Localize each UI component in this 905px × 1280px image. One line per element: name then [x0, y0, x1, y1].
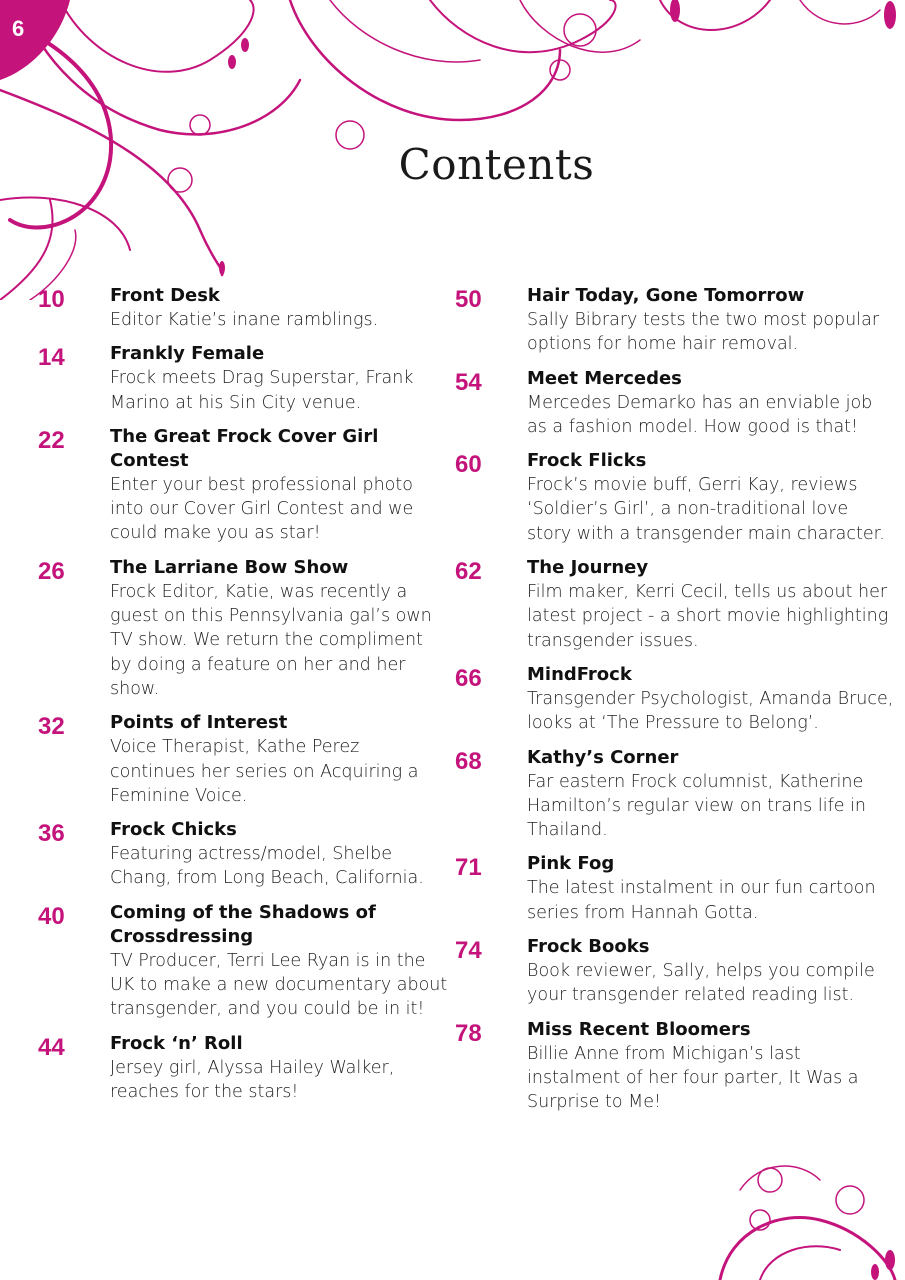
entry-page-number: 40 — [38, 902, 65, 930]
entry-description: Enter your best professional photo into our Cover Girl Contest and we could make you as star! — [110, 474, 414, 544]
entry-body — [110, 556, 448, 701]
contents-entry[interactable] — [38, 1032, 448, 1105]
entry-page-number: 62 — [455, 558, 482, 586]
entry-page-number: 71 — [455, 854, 482, 882]
floral-corner-decoration — [700, 1150, 905, 1280]
entry-body — [527, 367, 895, 440]
entry-heading: Frock ‘n’ Roll — [110, 1032, 243, 1054]
contents-entry[interactable] — [38, 284, 448, 332]
entry-page-number: 32 — [38, 713, 65, 741]
entry-page-number: 78 — [455, 1019, 482, 1047]
entry-page-number: 22 — [38, 426, 65, 454]
entry-page-number: 26 — [38, 557, 65, 585]
entry-page-number: 44 — [38, 1033, 65, 1061]
entry-heading: Miss Recent Bloomers — [527, 1018, 751, 1040]
entry-description: TV Producer, Terri Lee Ryan is in the UK to make a new documentary about transgender, and you could be in it! — [110, 950, 448, 1020]
entry-description: Frock’s movie buff, Gerri Kay, reviews ‘Soldier’s Girl’, a non-traditional love story with a transgender main character. — [527, 475, 885, 544]
entry-body — [110, 425, 448, 546]
entry-heading: Pink Fog — [527, 853, 615, 875]
entry-page-number: 36 — [38, 820, 65, 848]
entry-description: Transgender Psychologist, Amanda Bruce, looks at ‘The Pressure to Belong’. — [527, 688, 894, 734]
entry-description: Voice Therapist, Kathe Perez continues her series on Acquiring a Feminine Voice. — [110, 737, 419, 806]
entry-description: Book reviewer, Sally, helps you compile your transgender related reading list. — [527, 961, 875, 1006]
entry-description: The latest instalment in our fun cartoon series from Hannah Gotta. — [527, 878, 876, 923]
entry-description: Editor Katie’s inane ramblings. — [110, 310, 379, 330]
entry-page-number: 10 — [38, 286, 65, 313]
contents-left-column — [38, 284, 448, 1104]
entry-heading: Frock Flicks — [527, 450, 647, 472]
entry-heading: Frankly Female — [110, 343, 265, 365]
entry-body — [110, 1032, 448, 1105]
entry-body — [110, 711, 448, 808]
entry-heading: The Larriane Bow Show — [110, 556, 349, 578]
entry-heading: Hair Today, Gone Tomorrow — [527, 285, 805, 306]
entry-body — [527, 663, 895, 736]
entry-body — [527, 1018, 895, 1115]
entry-page-number: 68 — [455, 747, 482, 775]
contents-entry[interactable] — [38, 425, 448, 546]
entry-heading: Meet Mercedes — [527, 367, 682, 389]
contents-entry[interactable] — [38, 901, 448, 1022]
contents-entry[interactable] — [455, 663, 895, 736]
entry-page-number: 66 — [455, 664, 482, 692]
entry-description: Featuring actress/model, Shelbe Chang, from Long Beach, California. — [110, 844, 424, 889]
entry-body — [527, 284, 895, 357]
contents-entry[interactable] — [38, 556, 448, 701]
entry-body — [110, 901, 448, 1022]
contents-entry[interactable] — [38, 818, 448, 891]
entry-heading: Points of Interest — [110, 712, 288, 734]
entry-description: Billie Anne from Michigan’s last instalment of her four parter, It Was a Surprise to Me! — [527, 1043, 859, 1113]
entry-body — [527, 935, 895, 1008]
entry-page-number: 14 — [38, 344, 65, 372]
entry-body — [527, 556, 895, 653]
entry-heading: The Journey — [527, 557, 649, 579]
entry-body — [110, 342, 448, 415]
entry-description: Film maker, Kerri Cecil, tells us about her latest project - a short movie highlighting transgender issues. — [527, 582, 889, 651]
entry-page-number: 60 — [455, 451, 482, 479]
entry-description: Far eastern Frock columnist, Katherine Hamilton’s regular view on trans life in Thailand. — [527, 771, 867, 841]
entry-heading: Frock Chicks — [110, 819, 237, 841]
contents-entry[interactable] — [455, 852, 895, 925]
entry-page-number: 54 — [455, 368, 482, 396]
entry-page-number: 50 — [455, 286, 482, 313]
entry-heading: Front Desk — [110, 285, 220, 306]
entry-heading: The Great Frock Cover Girl Contest — [110, 425, 379, 471]
entry-heading: Coming of the Shadows of Crossdressing — [110, 901, 376, 947]
page-number: 6 — [12, 16, 25, 41]
contents-entry[interactable] — [455, 556, 895, 653]
entry-description: Frock meets Drag Superstar, Frank Marino at his Sin City venue. — [110, 368, 414, 413]
entry-heading: Frock Books — [527, 936, 650, 958]
contents-entry[interactable] — [455, 284, 895, 357]
contents-entry[interactable] — [455, 367, 895, 440]
entry-description: Sally Bibrary tests the two most popular options for home hair removal. — [527, 310, 880, 355]
entry-heading: Kathy’s Corner — [527, 746, 679, 768]
contents-entry[interactable] — [455, 746, 895, 843]
page-title: Contents — [398, 140, 595, 189]
entry-description: Frock Editor, Katie, was recently a guest on this Pennsylvania gal’s own TV show. We return the compliment by doing a feature on her and her show. — [110, 581, 432, 699]
contents-entry[interactable] — [455, 1018, 895, 1115]
entry-page-number: 74 — [455, 937, 482, 965]
entry-body — [527, 449, 895, 546]
contents-right-column — [455, 284, 895, 1115]
entry-body — [110, 284, 448, 332]
entry-body — [110, 818, 448, 891]
contents-entry[interactable] — [455, 935, 895, 1008]
entry-body — [527, 746, 895, 843]
entry-description: Mercedes Demarko has an enviable job as a fashion model. How good is that! — [527, 392, 873, 437]
entry-description: Jersey girl, Alyssa Hailey Walker, reaches for the stars! — [110, 1057, 395, 1102]
entry-heading: MindFrock — [527, 663, 632, 685]
contents-entry[interactable] — [455, 449, 895, 546]
entry-body — [527, 852, 895, 925]
contents-entry[interactable] — [38, 342, 448, 415]
contents-entry[interactable] — [38, 711, 448, 808]
